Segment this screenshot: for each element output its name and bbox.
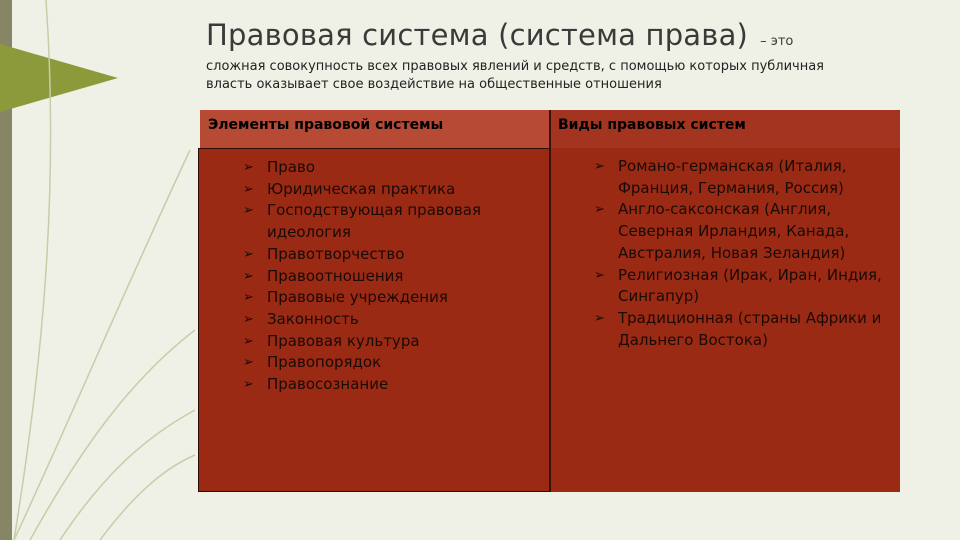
list-item bbox=[243, 309, 543, 331]
arrow-bullet-icon: ➢ bbox=[243, 377, 254, 393]
types-list bbox=[594, 156, 894, 351]
list-item-text: Правовые учреждения bbox=[267, 288, 448, 307]
list-item-text: Англо-саксонская (Англия, Северная Ирландия, Канада, Австралия, Новая Зеландия) bbox=[618, 200, 850, 262]
elements-list bbox=[243, 157, 543, 396]
column-divider bbox=[549, 110, 551, 492]
arrow-bullet-icon: ➢ bbox=[243, 246, 254, 262]
list-item bbox=[243, 266, 543, 288]
slide-title bbox=[206, 18, 926, 52]
list-item bbox=[243, 374, 543, 396]
arrow-bullet-icon: ➢ bbox=[243, 160, 254, 175]
list-item bbox=[594, 156, 894, 199]
arrow-bullet-icon: ➢ bbox=[594, 159, 605, 174]
list-item bbox=[594, 265, 894, 308]
list-item-text: Правоотношения bbox=[267, 266, 404, 285]
list-item bbox=[594, 199, 894, 264]
arrow-bullet-icon: ➢ bbox=[243, 311, 254, 327]
list-item-text: Романо-германская (Италия, Франция, Германия, Россия) bbox=[618, 157, 847, 197]
list-item-text: Религиозная (Ирак, Иран, Индия, Сингапур) bbox=[618, 265, 882, 306]
list-item bbox=[594, 308, 894, 351]
list-item bbox=[243, 352, 543, 374]
list-item-text: Правотворчество bbox=[267, 244, 405, 263]
list-item-text: Юридическая практика bbox=[267, 179, 456, 198]
arrow-bullet-icon: ➢ bbox=[594, 267, 605, 283]
list-item bbox=[243, 179, 543, 201]
arrow-bullet-icon: ➢ bbox=[594, 202, 605, 218]
arrow-bullet-icon: ➢ bbox=[243, 355, 254, 371]
list-item-text: Правосознание bbox=[267, 375, 389, 394]
list-item-text: Законность bbox=[267, 309, 359, 328]
list-item bbox=[243, 200, 543, 243]
list-item-text: Право bbox=[267, 158, 316, 176]
arrow-bullet-icon: ➢ bbox=[594, 310, 605, 326]
panel-types bbox=[550, 148, 900, 492]
list-item bbox=[243, 331, 543, 353]
title-main: Правовая система (система права) bbox=[206, 18, 749, 52]
subtitle-definition: сложная совокупность всех правовых явлений и средств, с помощью которых публичная власть оказывает свое воздействие на общественные отношения bbox=[206, 59, 825, 92]
panel-elements bbox=[198, 148, 550, 492]
list-item-text: Господствующая правовая идеология bbox=[267, 201, 481, 242]
list-item bbox=[243, 157, 543, 179]
decorative-lines bbox=[0, 0, 200, 540]
arrow-bullet-icon: ➢ bbox=[243, 268, 254, 284]
list-item-text: Правовая культура bbox=[267, 331, 420, 350]
arrow-bullet-icon: ➢ bbox=[243, 290, 254, 306]
list-item bbox=[243, 244, 543, 266]
arrow-bullet-icon: ➢ bbox=[243, 203, 254, 219]
list-item-text: Правопорядок bbox=[267, 353, 382, 372]
arrow-bullet-icon: ➢ bbox=[243, 333, 254, 349]
arrow-bullet-icon: ➢ bbox=[243, 181, 254, 197]
list-item bbox=[243, 287, 543, 309]
header-elements: Элементы правовой системы bbox=[200, 110, 550, 148]
header-types: Виды правовых систем bbox=[550, 110, 900, 148]
title-suffix: – это bbox=[760, 34, 794, 49]
list-item-text: Традиционная (страны Африки и Дальнего Востока) bbox=[618, 308, 882, 349]
